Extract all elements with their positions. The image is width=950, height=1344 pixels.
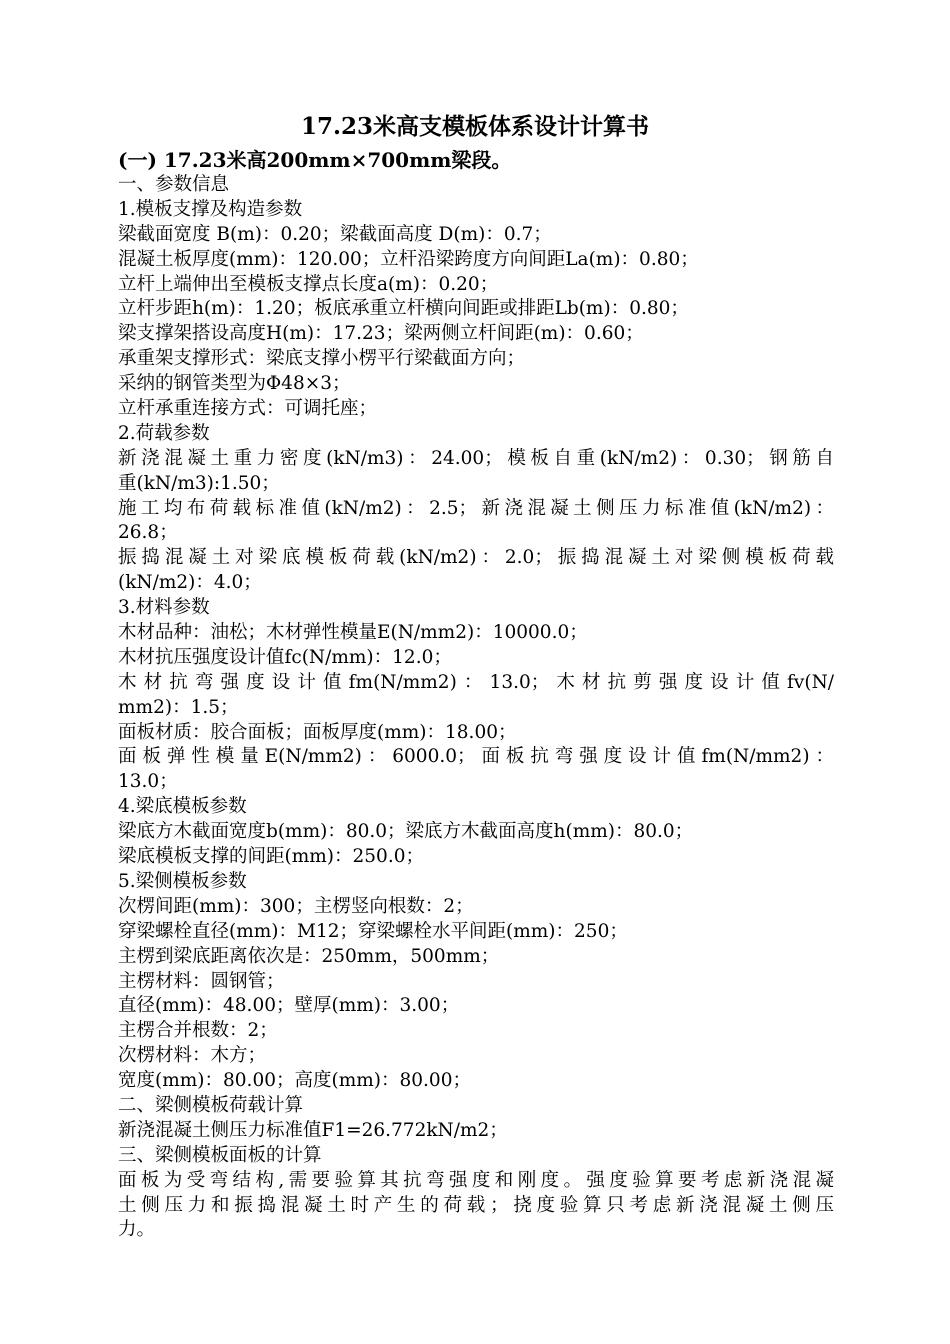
text-line: mm2)：1.5； bbox=[118, 696, 239, 718]
text-line: 次楞材料：木方； bbox=[118, 1045, 267, 1067]
document-body bbox=[118, 173, 834, 1243]
text-line: 土侧压力和振捣混凝土时产生的荷载；挠度验算只考虑新浇混凝土侧压 bbox=[118, 1194, 834, 1216]
text-line: 面板弹性模量E(N/mm2)：6000.0；面板抗弯强度设计值fm(N/mm2)： bbox=[118, 746, 834, 768]
text-line: 承重架支撑形式：梁底支撑小楞平行梁截面方向； bbox=[118, 348, 526, 370]
text-line: 重(kN/m3):1.50； bbox=[118, 472, 280, 494]
subsection-heading: 4.梁底模板参数 bbox=[118, 796, 247, 818]
document-title: 17.23米高支模板体系设计计算书 bbox=[300, 113, 650, 140]
text-line: (kN/m2)：4.0； bbox=[118, 572, 262, 594]
text-line: 梁截面宽度 B(m)：0.20；梁截面高度 D(m)：0.7； bbox=[118, 223, 552, 245]
text-line: 主楞材料：圆钢管； bbox=[118, 970, 285, 992]
text-line: 13.0； bbox=[118, 771, 178, 793]
subsection-heading: 2.荷载参数 bbox=[118, 422, 210, 444]
text-line: 新浇混凝土侧压力标准值F1=26.772kN/m2； bbox=[118, 1119, 508, 1141]
text-line: 木材品种：油松；木材弹性模量E(N/mm2)：10000.0； bbox=[118, 622, 588, 644]
section-heading: (一) 17.23米高200mm×700mm梁段。 bbox=[118, 148, 512, 172]
text-line: 梁底方木截面宽度b(mm)：80.0；梁底方木截面高度h(mm)：80.0； bbox=[118, 821, 694, 843]
text-line: 次楞间距(mm)：300；主楞竖向根数：2； bbox=[118, 895, 474, 917]
text-line: 混凝土板厚度(mm)：120.00；立杆沿梁跨度方向间距La(m)：0.80； bbox=[118, 248, 699, 270]
text-line: 立杆步距h(m)：1.20；板底承重立杆横向间距或排距Lb(m)：0.80； bbox=[118, 298, 689, 320]
text-line: 新浇混凝土重力密度(kN/m3)：24.00；模板自重(kN/m2)：0.30；钢筋自 bbox=[118, 447, 834, 469]
text-line: 采纳的钢管类型为Φ48×3； bbox=[118, 373, 351, 395]
text-line: 立杆上端伸出至模板支撑点长度a(m)：0.20； bbox=[118, 273, 499, 295]
section-heading: 一、参数信息 bbox=[118, 174, 230, 195]
text-line: 力。 bbox=[118, 1219, 156, 1241]
text-line: 梁底模板支撑的间距(mm)：250.0； bbox=[118, 846, 424, 868]
section-heading: 二、梁侧模板荷载计算 bbox=[118, 1094, 304, 1116]
subsection-heading: 5.梁侧模板参数 bbox=[118, 870, 247, 892]
text-line: 直径(mm)：48.00；壁厚(mm)：3.00； bbox=[118, 995, 460, 1017]
text-line: 木材抗压强度设计值fc(N/mm)：12.0； bbox=[118, 646, 452, 668]
text-line: 施工均布荷载标准值(kN/m2)：2.5；新浇混凝土侧压力标准值(kN/m2)： bbox=[118, 497, 834, 519]
text-line: 26.8； bbox=[118, 522, 178, 544]
text-line: 主楞到梁底距离依次是：250mm，500mm； bbox=[118, 945, 500, 967]
text-line: 穿梁螺栓直径(mm)：M12；穿梁螺栓水平间距(mm)：250； bbox=[118, 920, 628, 942]
text-line: 木材抗弯强度设计值fm(N/mm2)：13.0；木材抗剪强度设计值fv(N/ bbox=[118, 671, 834, 693]
text-line: 振捣混凝土对梁底模板荷载(kN/m2)：2.0；振捣混凝土对梁侧模板荷载 bbox=[118, 547, 834, 569]
section-heading: 三、梁侧模板面板的计算 bbox=[118, 1144, 322, 1166]
text-line: 立杆承重连接方式：可调托座； bbox=[118, 398, 378, 420]
text-line: 主楞合并根数：2； bbox=[118, 1020, 278, 1042]
subsection-heading: 1.模板支撑及构造参数 bbox=[118, 198, 303, 220]
subsection-heading: 3.材料参数 bbox=[118, 597, 210, 619]
text-line: 面板材质：胶合面板；面板厚度(mm)：18.00； bbox=[118, 721, 517, 743]
text-line: 梁支撑架搭设高度H(m)：17.23；梁两侧立杆间距(m)：0.60； bbox=[118, 323, 644, 345]
text-line: 面板为受弯结构,需要验算其抗弯强度和刚度。强度验算要考虑新浇混凝 bbox=[118, 1169, 834, 1191]
text-line: 宽度(mm)：80.00；高度(mm)：80.00； bbox=[118, 1070, 471, 1092]
